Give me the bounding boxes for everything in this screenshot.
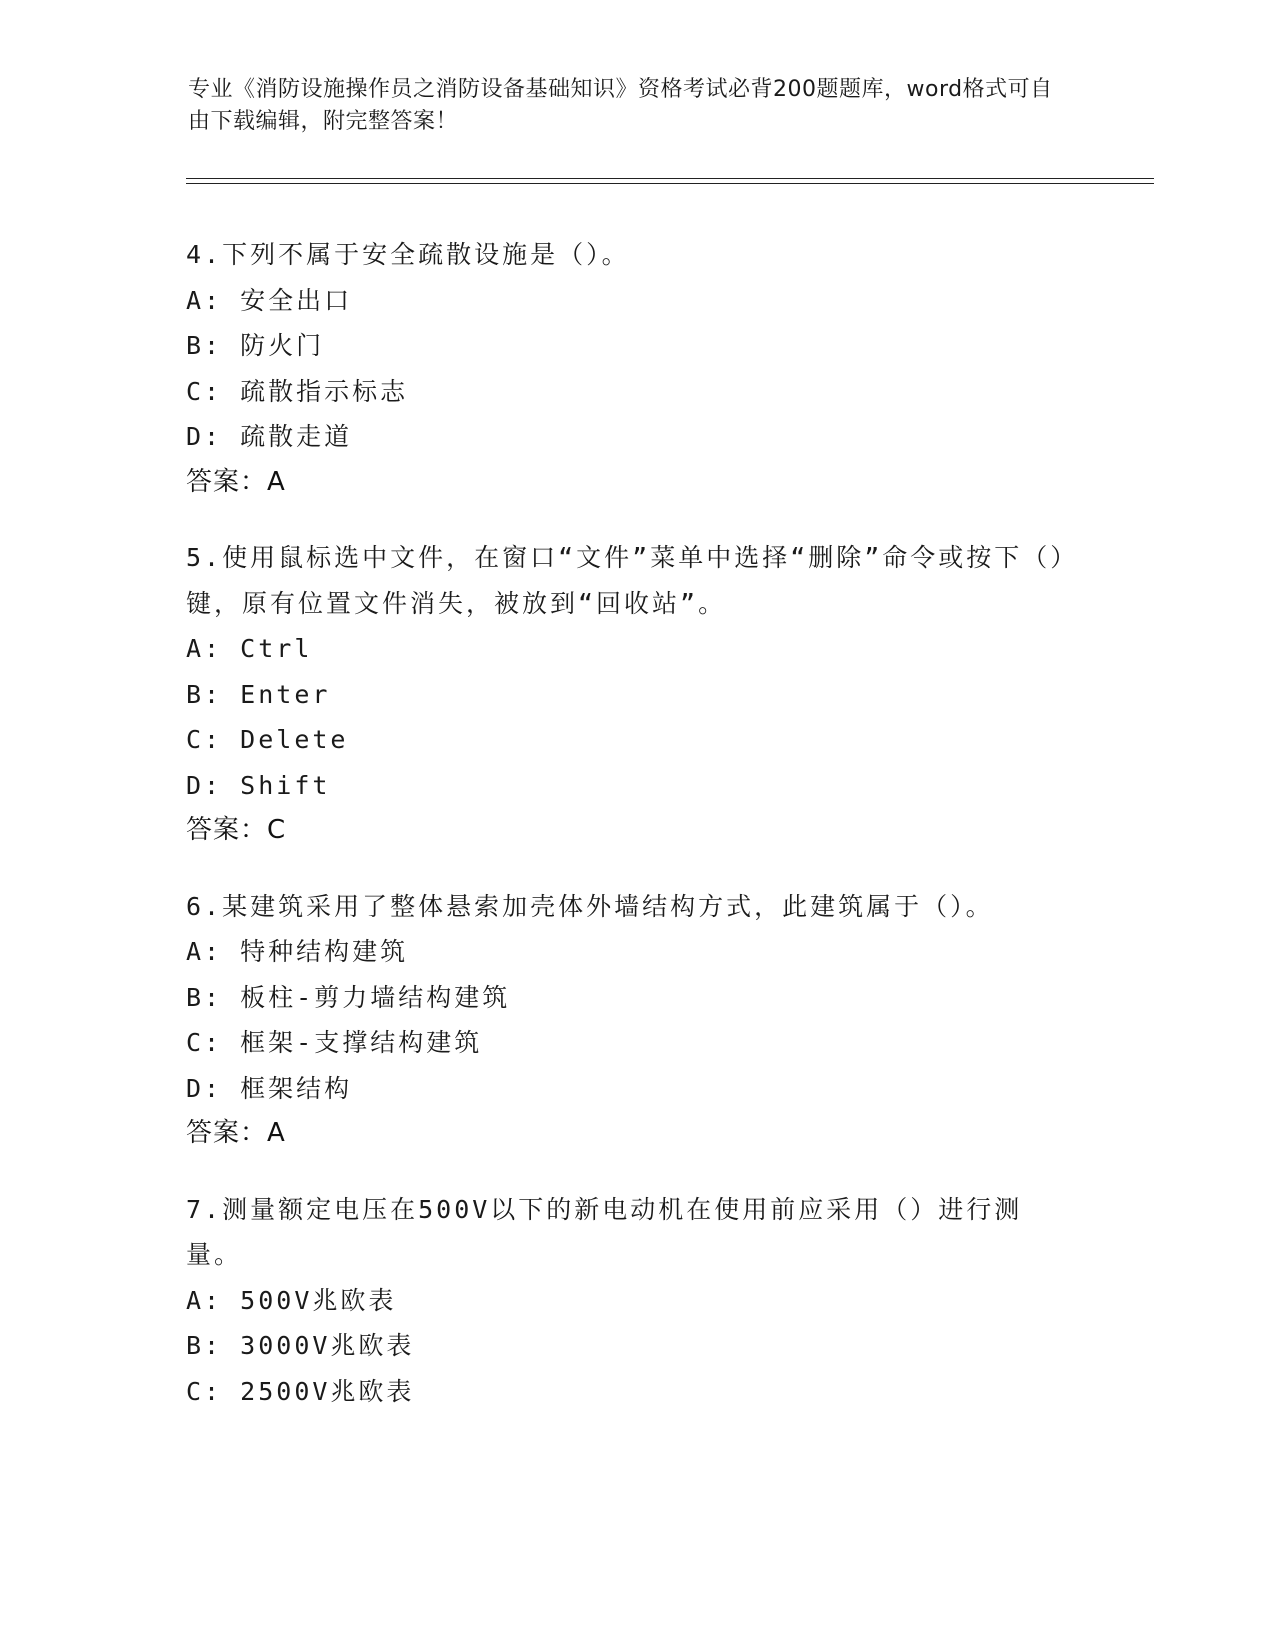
option-text: 3000V兆欧表 <box>240 1331 415 1360</box>
option-letter: A: <box>186 285 223 315</box>
option-text: 2500V兆欧表 <box>240 1376 415 1406</box>
answer-option <box>186 1066 1086 1112</box>
question-stem: 6.某建筑采用了整体悬索加壳体外墙结构方式，此建筑属于（）。 <box>186 891 994 921</box>
option-letter: D: <box>186 770 223 800</box>
option-text: Ctrl <box>240 634 313 663</box>
option-letter: C: <box>186 376 223 406</box>
answer-option <box>186 278 1086 324</box>
header-divider-line <box>186 178 1154 179</box>
option-text: 防火门 <box>240 331 325 360</box>
option-text: 框架-支撑结构建筑 <box>240 1028 483 1057</box>
answer-key: 答案：A <box>186 1118 286 1148</box>
option-letter: C: <box>186 725 223 754</box>
answer-option <box>186 929 1086 975</box>
question-item <box>186 535 1086 854</box>
answer-option <box>186 672 1086 718</box>
option-letter: B: <box>186 679 223 709</box>
answer-option <box>186 1323 1086 1369</box>
option-letter: C: <box>186 1376 223 1406</box>
option-text: 框架结构 <box>240 1073 353 1103</box>
question-item <box>186 1187 1086 1415</box>
answer-option <box>186 763 1086 809</box>
option-letter: B: <box>186 982 223 1012</box>
answer-option <box>186 323 1086 369</box>
question-list <box>186 232 1086 1444</box>
option-text: Shift <box>240 770 331 800</box>
option-text: 500V兆欧表 <box>240 1285 397 1315</box>
option-letter: B: <box>186 331 223 360</box>
question-item <box>186 884 1086 1157</box>
question-stem: 4.下列不属于安全疏散设施是（）。 <box>186 240 630 269</box>
answer-option <box>186 414 1086 460</box>
answer-option <box>186 1278 1086 1324</box>
answer-option <box>186 1020 1086 1066</box>
answer-option <box>186 626 1086 672</box>
answer-option <box>186 1369 1086 1415</box>
question-stem: 5.使用鼠标选中文件，在窗口“文件”菜单中选择“删除”命令或按下（）键，原有位置文件消失，被放到“回收站”。 <box>186 543 1066 618</box>
option-letter: D: <box>186 422 223 451</box>
option-text: Enter <box>240 679 331 709</box>
answer-key: 答案：C <box>186 815 287 845</box>
option-letter: D: <box>186 1073 223 1103</box>
option-letter: C: <box>186 1028 223 1057</box>
option-letter: A: <box>186 937 223 966</box>
option-text: 板柱-剪力墙结构建筑 <box>240 982 511 1012</box>
question-item <box>186 232 1086 505</box>
option-text: 特种结构建筑 <box>240 937 409 966</box>
option-text: 疏散指示标志 <box>240 376 409 406</box>
answer-option <box>186 369 1086 415</box>
option-letter: B: <box>186 1331 223 1360</box>
option-text: Delete <box>240 725 349 754</box>
answer-option <box>186 717 1086 763</box>
option-text: 疏散走道 <box>240 422 353 451</box>
option-letter: A: <box>186 634 223 663</box>
question-stem: 7.测量额定电压在500V以下的新电动机在使用前应采用（）进行测量。 <box>186 1194 1023 1269</box>
answer-key: 答案：A <box>186 466 286 497</box>
answer-option <box>186 975 1086 1021</box>
option-letter: A: <box>186 1285 223 1315</box>
header-divider-line-secondary <box>186 183 1154 184</box>
option-text: 安全出口 <box>240 285 353 315</box>
document-header: 专业《消防设施操作员之消防设备基础知识》资格考试必背200题题库，word格式可自由下载编辑，附完整答案！ <box>188 77 1053 134</box>
